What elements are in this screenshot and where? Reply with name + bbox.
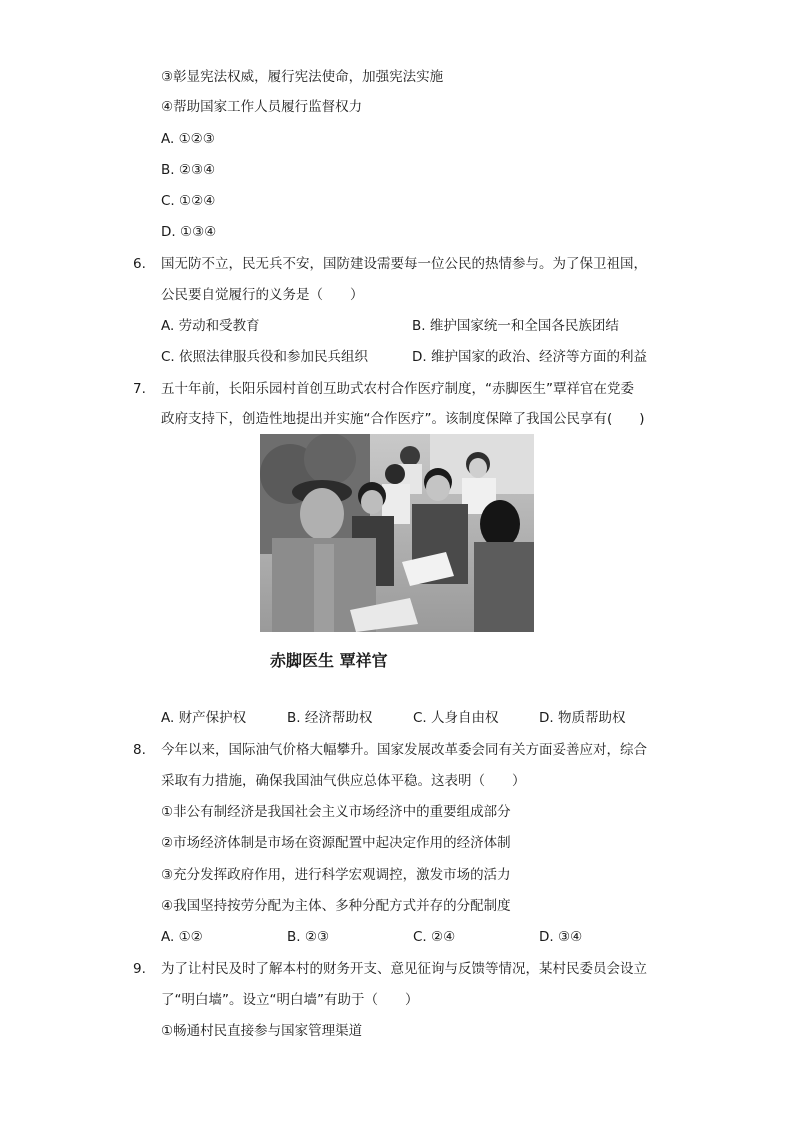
q6-option-d[interactable]: D. 维护国家的政治、经济等方面的利益 xyxy=(412,349,647,365)
q9-number: 9. xyxy=(133,961,146,977)
q7-stem-line-1: 五十年前，长阳乐园村首创互助式农村合作医疗制度，“赤脚医生”覃祥官在党委 xyxy=(161,381,634,397)
q7-option-c[interactable]: C. 人身自由权 xyxy=(413,710,499,726)
q8-option-c[interactable]: C. ②④ xyxy=(413,929,456,945)
q6-stem-line-2: 公民要自觉履行的义务是（ ） xyxy=(161,287,364,303)
q8-option-a[interactable]: A. ①② xyxy=(161,929,203,945)
q8-statement-2: ②市场经济体制是市场在资源配置中起决定作用的经济体制 xyxy=(161,835,511,851)
q8-statement-3: ③充分发挥政府作用，进行科学宏观调控，激发市场的活力 xyxy=(161,867,511,883)
q6-option-a[interactable]: A. 劳动和受教育 xyxy=(161,318,260,334)
q5-option-b[interactable]: B. ②③④ xyxy=(161,162,216,178)
q6-stem-line-1: 国无防不立，民无兵不安，国防建设需要每一位公民的热情参与。为了保卫祖国， xyxy=(161,256,647,272)
q5-statement-4: ④帮助国家工作人员履行监督权力 xyxy=(161,99,363,115)
q8-option-b[interactable]: B. ②③ xyxy=(287,929,330,945)
q9-statement-1: ①畅通村民直接参与国家管理渠道 xyxy=(161,1023,363,1039)
q7-option-d[interactable]: D. 物质帮助权 xyxy=(539,710,626,726)
q8-statement-4: ④我国坚持按劳分配为主体、多种分配方式并存的分配制度 xyxy=(161,898,511,914)
q9-stem-line-2: 了“明白墙”。设立“明白墙”有助于（ ） xyxy=(161,992,419,1008)
q9-stem-line-1: 为了让村民及时了解本村的财务开支、意见征询与反馈等情况，某村民委员会设立 xyxy=(161,961,647,977)
q5-option-c[interactable]: C. ①②④ xyxy=(161,193,216,209)
q5-option-d[interactable]: D. ①③④ xyxy=(161,224,217,240)
q8-number: 8. xyxy=(133,742,146,758)
q6-option-b[interactable]: B. 维护国家统一和全国各民族团结 xyxy=(412,318,619,334)
q7-option-b[interactable]: B. 经济帮助权 xyxy=(287,710,373,726)
q7-stem-line-2: 政府支持下，创造性地提出并实施“合作医疗”。该制度保障了我国公民享有( ) xyxy=(161,411,645,427)
q8-stem-line-1: 今年以来，国际油气价格大幅攀升。国家发展改革委会同有关方面妥善应对，综合 xyxy=(161,742,647,758)
barefoot-doctor-photo xyxy=(260,434,534,632)
photo-caption: 赤脚医生 覃祥官 xyxy=(270,651,388,670)
q8-statement-1: ①非公有制经济是我国社会主义市场经济中的重要组成部分 xyxy=(161,804,511,820)
q7-option-a[interactable]: A. 财产保护权 xyxy=(161,710,247,726)
q5-option-a[interactable]: A. ①②③ xyxy=(161,131,215,147)
q5-statement-3: ③彰显宪法权威，履行宪法使命，加强宪法实施 xyxy=(161,69,444,85)
q8-option-d[interactable]: D. ③④ xyxy=(539,929,583,945)
q7-number: 7. xyxy=(133,381,146,397)
q6-number: 6. xyxy=(133,256,146,272)
q6-option-c[interactable]: C. 依照法律服兵役和参加民兵组织 xyxy=(161,349,369,365)
q8-stem-line-2: 采取有力措施，确保我国油气供应总体平稳。这表明（ ） xyxy=(161,773,526,789)
